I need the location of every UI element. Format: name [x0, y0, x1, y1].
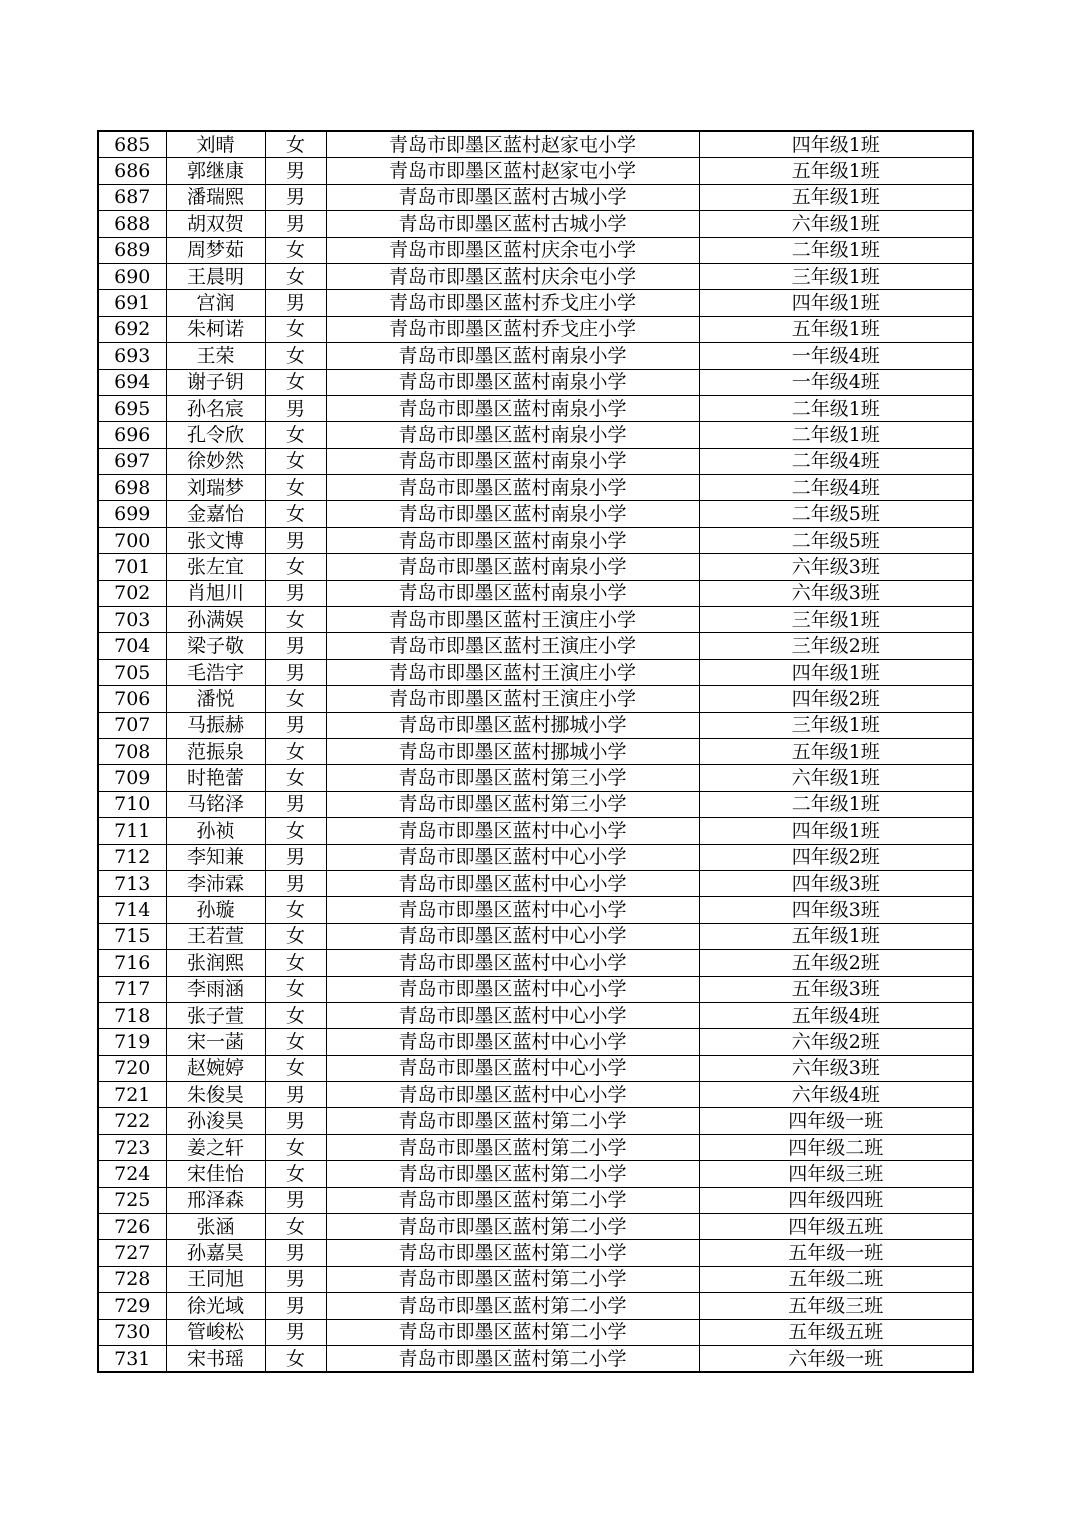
school-cell: 青岛市即墨区蓝村第二小学 [326, 1187, 699, 1213]
class-cell: 六年级2班 [699, 1029, 973, 1055]
gender-cell: 男 [265, 1293, 326, 1319]
class-cell: 四年级四班 [699, 1187, 973, 1213]
class-cell: 四年级一班 [699, 1108, 973, 1134]
table-row [98, 131, 973, 158]
student-name-cell: 徐光域 [166, 1293, 265, 1319]
row-number-cell: 689 [98, 237, 166, 263]
school-cell: 青岛市即墨区蓝村古城小学 [326, 184, 699, 210]
school-cell: 青岛市即墨区蓝村王演庄小学 [326, 633, 699, 659]
gender-cell: 女 [265, 1161, 326, 1187]
gender-cell: 女 [265, 501, 326, 527]
table-row [98, 818, 973, 844]
class-cell: 四年级1班 [699, 818, 973, 844]
student-name-cell: 李雨涵 [166, 976, 265, 1002]
row-number-cell: 723 [98, 1134, 166, 1160]
class-cell: 五年级三班 [699, 1293, 973, 1319]
school-cell: 青岛市即墨区蓝村南泉小学 [326, 554, 699, 580]
table-row [98, 1082, 973, 1108]
row-number-cell: 717 [98, 976, 166, 1002]
gender-cell: 女 [265, 1134, 326, 1160]
student-name-cell: 潘瑞熙 [166, 184, 265, 210]
school-cell: 青岛市即墨区蓝村挪城小学 [326, 738, 699, 764]
school-cell: 青岛市即墨区蓝村赵家屯小学 [326, 131, 699, 158]
row-number-cell: 697 [98, 448, 166, 474]
table-row [98, 422, 973, 448]
gender-cell: 女 [265, 897, 326, 923]
row-number-cell: 707 [98, 712, 166, 738]
row-number-cell: 704 [98, 633, 166, 659]
gender-cell: 女 [265, 263, 326, 289]
class-cell: 一年级4班 [699, 343, 973, 369]
student-name-cell: 赵婉婷 [166, 1055, 265, 1081]
row-number-cell: 713 [98, 870, 166, 896]
row-number-cell: 693 [98, 343, 166, 369]
student-name-cell: 李知兼 [166, 844, 265, 870]
row-number-cell: 710 [98, 791, 166, 817]
table-row [98, 950, 973, 976]
school-cell: 青岛市即墨区蓝村南泉小学 [326, 475, 699, 501]
table-row [98, 1161, 973, 1187]
class-cell: 二年级4班 [699, 448, 973, 474]
school-cell: 青岛市即墨区蓝村庆余屯小学 [326, 263, 699, 289]
row-number-cell: 726 [98, 1214, 166, 1240]
class-cell: 六年级4班 [699, 1082, 973, 1108]
class-cell: 三年级1班 [699, 263, 973, 289]
gender-cell: 男 [265, 791, 326, 817]
table-row [98, 263, 973, 289]
row-number-cell: 706 [98, 686, 166, 712]
class-cell: 五年级一班 [699, 1240, 973, 1266]
school-cell: 青岛市即墨区蓝村挪城小学 [326, 712, 699, 738]
row-number-cell: 695 [98, 395, 166, 421]
gender-cell: 男 [265, 1266, 326, 1292]
school-cell: 青岛市即墨区蓝村王演庄小学 [326, 659, 699, 685]
row-number-cell: 725 [98, 1187, 166, 1213]
school-cell: 青岛市即墨区蓝村南泉小学 [326, 527, 699, 553]
school-cell: 青岛市即墨区蓝村赵家屯小学 [326, 158, 699, 184]
gender-cell: 男 [265, 870, 326, 896]
row-number-cell: 731 [98, 1345, 166, 1372]
class-cell: 二年级5班 [699, 501, 973, 527]
class-cell: 二年级1班 [699, 237, 973, 263]
class-cell: 六年级3班 [699, 580, 973, 606]
row-number-cell: 709 [98, 765, 166, 791]
table-row [98, 1187, 973, 1213]
class-cell: 四年级五班 [699, 1214, 973, 1240]
row-number-cell: 701 [98, 554, 166, 580]
table-row [98, 290, 973, 316]
gender-cell: 男 [265, 1319, 326, 1345]
school-cell: 青岛市即墨区蓝村古城小学 [326, 211, 699, 237]
class-cell: 三年级2班 [699, 633, 973, 659]
table-row [98, 686, 973, 712]
class-cell: 三年级1班 [699, 712, 973, 738]
class-cell: 五年级1班 [699, 316, 973, 342]
gender-cell: 女 [265, 1345, 326, 1372]
table-row [98, 395, 973, 421]
row-number-cell: 696 [98, 422, 166, 448]
row-number-cell: 685 [98, 131, 166, 158]
student-name-cell: 胡双贺 [166, 211, 265, 237]
table-row [98, 580, 973, 606]
gender-cell: 女 [265, 554, 326, 580]
school-cell: 青岛市即墨区蓝村中心小学 [326, 870, 699, 896]
gender-cell: 男 [265, 844, 326, 870]
table-row [98, 211, 973, 237]
gender-cell: 女 [265, 976, 326, 1002]
table-row [98, 237, 973, 263]
table-row [98, 870, 973, 896]
row-number-cell: 688 [98, 211, 166, 237]
student-name-cell: 王荣 [166, 343, 265, 369]
row-number-cell: 727 [98, 1240, 166, 1266]
gender-cell: 女 [265, 422, 326, 448]
table-row [98, 976, 973, 1002]
row-number-cell: 694 [98, 369, 166, 395]
gender-cell: 女 [265, 1214, 326, 1240]
class-cell: 三年级1班 [699, 607, 973, 633]
student-name-cell: 郭继康 [166, 158, 265, 184]
school-cell: 青岛市即墨区蓝村中心小学 [326, 1082, 699, 1108]
school-cell: 青岛市即墨区蓝村第二小学 [326, 1214, 699, 1240]
gender-cell: 男 [265, 158, 326, 184]
class-cell: 六年级1班 [699, 211, 973, 237]
student-name-cell: 邢泽森 [166, 1187, 265, 1213]
row-number-cell: 687 [98, 184, 166, 210]
school-cell: 青岛市即墨区蓝村南泉小学 [326, 580, 699, 606]
class-cell: 六年级3班 [699, 554, 973, 580]
student-table [97, 130, 974, 1373]
student-name-cell: 张涵 [166, 1214, 265, 1240]
class-cell: 五年级3班 [699, 976, 973, 1002]
class-cell: 四年级三班 [699, 1161, 973, 1187]
row-number-cell: 686 [98, 158, 166, 184]
row-number-cell: 724 [98, 1161, 166, 1187]
gender-cell: 女 [265, 448, 326, 474]
table-row [98, 897, 973, 923]
gender-cell: 男 [265, 580, 326, 606]
row-number-cell: 719 [98, 1029, 166, 1055]
row-number-cell: 730 [98, 1319, 166, 1345]
student-name-cell: 潘悦 [166, 686, 265, 712]
student-name-cell: 李沛霖 [166, 870, 265, 896]
class-cell: 五年级1班 [699, 923, 973, 949]
table-row [98, 343, 973, 369]
table-row [98, 791, 973, 817]
row-number-cell: 705 [98, 659, 166, 685]
row-number-cell: 690 [98, 263, 166, 289]
table-row [98, 448, 973, 474]
student-name-cell: 朱俊昊 [166, 1082, 265, 1108]
table-row [98, 844, 973, 870]
student-name-cell: 周梦茹 [166, 237, 265, 263]
student-name-cell: 徐妙然 [166, 448, 265, 474]
student-name-cell: 张润熙 [166, 950, 265, 976]
table-row [98, 1134, 973, 1160]
table-row [98, 501, 973, 527]
row-number-cell: 702 [98, 580, 166, 606]
school-cell: 青岛市即墨区蓝村中心小学 [326, 818, 699, 844]
gender-cell: 女 [265, 1055, 326, 1081]
table-row [98, 1214, 973, 1240]
table-row [98, 1002, 973, 1028]
school-cell: 青岛市即墨区蓝村第二小学 [326, 1266, 699, 1292]
row-number-cell: 703 [98, 607, 166, 633]
gender-cell: 男 [265, 211, 326, 237]
row-number-cell: 699 [98, 501, 166, 527]
student-name-cell: 马振赫 [166, 712, 265, 738]
row-number-cell: 712 [98, 844, 166, 870]
gender-cell: 女 [265, 818, 326, 844]
gender-cell: 女 [265, 738, 326, 764]
class-cell: 六年级3班 [699, 1055, 973, 1081]
row-number-cell: 716 [98, 950, 166, 976]
school-cell: 青岛市即墨区蓝村中心小学 [326, 1002, 699, 1028]
student-name-cell: 宋一菡 [166, 1029, 265, 1055]
class-cell: 四年级1班 [699, 290, 973, 316]
class-cell: 四年级3班 [699, 897, 973, 923]
student-name-cell: 孙璇 [166, 897, 265, 923]
row-number-cell: 718 [98, 1002, 166, 1028]
row-number-cell: 720 [98, 1055, 166, 1081]
student-name-cell: 肖旭川 [166, 580, 265, 606]
school-cell: 青岛市即墨区蓝村中心小学 [326, 897, 699, 923]
student-name-cell: 梁子敬 [166, 633, 265, 659]
student-name-cell: 姜之轩 [166, 1134, 265, 1160]
student-name-cell: 张文博 [166, 527, 265, 553]
school-cell: 青岛市即墨区蓝村中心小学 [326, 844, 699, 870]
school-cell: 青岛市即墨区蓝村王演庄小学 [326, 607, 699, 633]
table-row [98, 659, 973, 685]
class-cell: 六年级一班 [699, 1345, 973, 1372]
school-cell: 青岛市即墨区蓝村中心小学 [326, 923, 699, 949]
table-row [98, 1055, 973, 1081]
gender-cell: 女 [265, 1002, 326, 1028]
school-cell: 青岛市即墨区蓝村中心小学 [326, 976, 699, 1002]
row-number-cell: 708 [98, 738, 166, 764]
class-cell: 二年级1班 [699, 422, 973, 448]
table-row [98, 158, 973, 184]
class-cell: 五年级二班 [699, 1266, 973, 1292]
table-row [98, 316, 973, 342]
table-row [98, 184, 973, 210]
gender-cell: 女 [265, 1029, 326, 1055]
school-cell: 青岛市即墨区蓝村第三小学 [326, 791, 699, 817]
table-row [98, 738, 973, 764]
row-number-cell: 692 [98, 316, 166, 342]
class-cell: 五年级1班 [699, 738, 973, 764]
gender-cell: 男 [265, 395, 326, 421]
gender-cell: 女 [265, 607, 326, 633]
student-name-cell: 宫润 [166, 290, 265, 316]
school-cell: 青岛市即墨区蓝村南泉小学 [326, 448, 699, 474]
student-name-cell: 张子萱 [166, 1002, 265, 1028]
row-number-cell: 728 [98, 1266, 166, 1292]
gender-cell: 女 [265, 131, 326, 158]
school-cell: 青岛市即墨区蓝村第三小学 [326, 765, 699, 791]
class-cell: 四年级二班 [699, 1134, 973, 1160]
gender-cell: 男 [265, 1240, 326, 1266]
table-row [98, 1240, 973, 1266]
table-row [98, 554, 973, 580]
school-cell: 青岛市即墨区蓝村中心小学 [326, 1029, 699, 1055]
school-cell: 青岛市即墨区蓝村第二小学 [326, 1345, 699, 1372]
table-row [98, 369, 973, 395]
school-cell: 青岛市即墨区蓝村王演庄小学 [326, 686, 699, 712]
row-number-cell: 698 [98, 475, 166, 501]
student-name-cell: 金嘉怡 [166, 501, 265, 527]
table-row [98, 1319, 973, 1345]
gender-cell: 女 [265, 475, 326, 501]
student-name-cell: 宋书瑶 [166, 1345, 265, 1372]
row-number-cell: 721 [98, 1082, 166, 1108]
student-name-cell: 管峻松 [166, 1319, 265, 1345]
school-cell: 青岛市即墨区蓝村南泉小学 [326, 422, 699, 448]
table-row [98, 765, 973, 791]
gender-cell: 男 [265, 290, 326, 316]
gender-cell: 女 [265, 923, 326, 949]
row-number-cell: 715 [98, 923, 166, 949]
row-number-cell: 729 [98, 1293, 166, 1319]
class-cell: 二年级4班 [699, 475, 973, 501]
school-cell: 青岛市即墨区蓝村南泉小学 [326, 343, 699, 369]
table-row [98, 1266, 973, 1292]
gender-cell: 男 [265, 184, 326, 210]
table-row [98, 527, 973, 553]
student-name-cell: 王同旭 [166, 1266, 265, 1292]
school-cell: 青岛市即墨区蓝村庆余屯小学 [326, 237, 699, 263]
class-cell: 四年级1班 [699, 131, 973, 158]
student-name-cell: 王晨明 [166, 263, 265, 289]
school-cell: 青岛市即墨区蓝村乔戈庄小学 [326, 290, 699, 316]
student-name-cell: 张左宜 [166, 554, 265, 580]
school-cell: 青岛市即墨区蓝村乔戈庄小学 [326, 316, 699, 342]
student-name-cell: 谢子钥 [166, 369, 265, 395]
gender-cell: 男 [265, 1082, 326, 1108]
school-cell: 青岛市即墨区蓝村第二小学 [326, 1108, 699, 1134]
row-number-cell: 714 [98, 897, 166, 923]
table-row [98, 1108, 973, 1134]
gender-cell: 女 [265, 316, 326, 342]
school-cell: 青岛市即墨区蓝村第二小学 [326, 1161, 699, 1187]
school-cell: 青岛市即墨区蓝村南泉小学 [326, 395, 699, 421]
gender-cell: 女 [265, 343, 326, 369]
class-cell: 五年级2班 [699, 950, 973, 976]
class-cell: 二年级1班 [699, 395, 973, 421]
gender-cell: 女 [265, 369, 326, 395]
table-row [98, 475, 973, 501]
class-cell: 二年级1班 [699, 791, 973, 817]
gender-cell: 女 [265, 950, 326, 976]
gender-cell: 女 [265, 237, 326, 263]
row-number-cell: 700 [98, 527, 166, 553]
student-table-body [98, 131, 973, 1372]
student-name-cell: 时艳蕾 [166, 765, 265, 791]
table-row [98, 633, 973, 659]
class-cell: 五年级4班 [699, 1002, 973, 1028]
class-cell: 一年级4班 [699, 369, 973, 395]
gender-cell: 男 [265, 527, 326, 553]
class-cell: 四年级1班 [699, 659, 973, 685]
student-name-cell: 刘瑞梦 [166, 475, 265, 501]
class-cell: 五年级1班 [699, 184, 973, 210]
class-cell: 四年级2班 [699, 844, 973, 870]
school-cell: 青岛市即墨区蓝村第二小学 [326, 1240, 699, 1266]
row-number-cell: 722 [98, 1108, 166, 1134]
row-number-cell: 711 [98, 818, 166, 844]
class-cell: 六年级1班 [699, 765, 973, 791]
student-name-cell: 朱柯诺 [166, 316, 265, 342]
student-name-cell: 马铭泽 [166, 791, 265, 817]
table-row [98, 1345, 973, 1372]
table-row [98, 1029, 973, 1055]
class-cell: 四年级2班 [699, 686, 973, 712]
student-name-cell: 孙满娱 [166, 607, 265, 633]
student-name-cell: 刘晴 [166, 131, 265, 158]
school-cell: 青岛市即墨区蓝村中心小学 [326, 950, 699, 976]
gender-cell: 男 [265, 633, 326, 659]
gender-cell: 男 [265, 712, 326, 738]
table-row [98, 923, 973, 949]
class-cell: 五年级五班 [699, 1319, 973, 1345]
student-name-cell: 范振泉 [166, 738, 265, 764]
school-cell: 青岛市即墨区蓝村南泉小学 [326, 501, 699, 527]
school-cell: 青岛市即墨区蓝村第二小学 [326, 1319, 699, 1345]
student-name-cell: 孙嘉昊 [166, 1240, 265, 1266]
row-number-cell: 691 [98, 290, 166, 316]
student-name-cell: 孙祯 [166, 818, 265, 844]
table-row [98, 712, 973, 738]
gender-cell: 女 [265, 765, 326, 791]
class-cell: 五年级1班 [699, 158, 973, 184]
school-cell: 青岛市即墨区蓝村第二小学 [326, 1134, 699, 1160]
table-row [98, 607, 973, 633]
student-name-cell: 孙名宸 [166, 395, 265, 421]
student-name-cell: 毛浩宇 [166, 659, 265, 685]
gender-cell: 男 [265, 1108, 326, 1134]
student-name-cell: 王若萱 [166, 923, 265, 949]
student-name-cell: 孔令欣 [166, 422, 265, 448]
gender-cell: 男 [265, 1187, 326, 1213]
table-row [98, 1293, 973, 1319]
student-name-cell: 孙浚昊 [166, 1108, 265, 1134]
school-cell: 青岛市即墨区蓝村中心小学 [326, 1055, 699, 1081]
gender-cell: 男 [265, 659, 326, 685]
class-cell: 二年级5班 [699, 527, 973, 553]
school-cell: 青岛市即墨区蓝村南泉小学 [326, 369, 699, 395]
school-cell: 青岛市即墨区蓝村第二小学 [326, 1293, 699, 1319]
gender-cell: 女 [265, 686, 326, 712]
class-cell: 四年级3班 [699, 870, 973, 896]
student-name-cell: 宋佳怡 [166, 1161, 265, 1187]
